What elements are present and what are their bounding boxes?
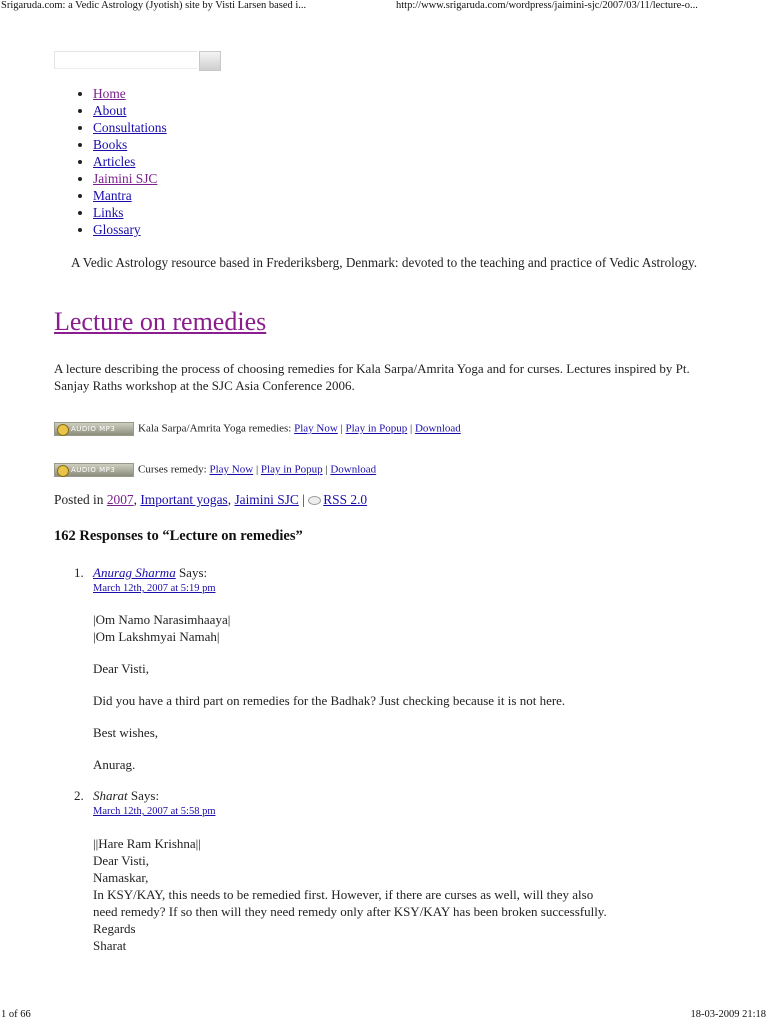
comment-line: Sharat (93, 938, 127, 953)
page-title-header: Srigaruda.com: a Vedic Astrology (Jyotish) site by Visti Larsen based i... (1, 0, 307, 11)
audio-label: Curses remedy: (138, 463, 207, 476)
nav-link-mantra[interactable]: Mantra (93, 188, 132, 203)
rss-link[interactable]: RSS 2.0 (323, 492, 368, 507)
nav-item-jaimini-sjc (93, 170, 167, 187)
comment-line: Regards (93, 921, 136, 936)
category-link-2007[interactable]: 2007 (106, 492, 134, 507)
says-label: Says: (178, 565, 208, 580)
play-now-link[interactable]: Play Now (294, 422, 338, 435)
category-link-jaimini-sjc[interactable]: Jaimini SJC (234, 492, 299, 507)
posted-in-label: Posted in (54, 492, 104, 507)
comment-line: |Om Lakshmyai Namah| (93, 629, 220, 644)
post-description: A lecture describing the process of choosing remedies for Kala Sarpa/Amrita Yoga and for curses. Lectures inspired by Pt. Sanjay Raths workshop at the SJC Asia Conference 2006. (54, 361, 690, 393)
nav-link-links[interactable]: Links (93, 205, 124, 220)
nav-link-books[interactable]: Books (93, 137, 128, 152)
download-link[interactable]: Download (414, 422, 461, 435)
nav-item-articles (93, 153, 167, 170)
search-input[interactable] (54, 51, 197, 69)
site-tagline: A Vedic Astrology resource based in Frederiksberg, Denmark: devoted to the teaching and practice of Vedic Astrology. (70, 255, 698, 270)
comment-line: In KSY/KAY, this needs to be remedied first. However, if there are curses as well, will they also (93, 887, 594, 902)
audio-label: Kala Sarpa/Amrita Yoga remedies: (138, 422, 292, 435)
nav-link-about[interactable]: About (93, 103, 127, 118)
comment-author (93, 565, 207, 581)
audio-player-curses: AUDIO MP3 Curses remedy: Play Now | Play in Popup | Download (54, 463, 376, 477)
nav-item-glossary (93, 221, 167, 238)
audio-mp3-badge: AUDIO MP3 (54, 422, 134, 436)
search-form (54, 51, 221, 71)
comment-author (93, 788, 159, 804)
print-header (0, 0, 768, 14)
nav-link-jaimini-sjc[interactable]: Jaimini SJC (93, 171, 158, 186)
nav-link-consultations[interactable]: Consultations (93, 120, 167, 135)
responses-heading: 162 Responses to “Lecture on remedies” (54, 528, 303, 544)
comment-line: Dear Visti, (93, 853, 150, 868)
comment-line: Dear Visti, (93, 661, 150, 676)
nav-link-articles[interactable]: Articles (93, 154, 136, 169)
main-nav (54, 85, 167, 238)
nav-link-home[interactable]: Home (93, 86, 126, 101)
nav-item-books (93, 136, 167, 153)
comment-line: Best wishes, (93, 725, 158, 740)
play-popup-link[interactable]: Play in Popup (345, 422, 408, 435)
print-footer (0, 1009, 768, 1023)
comment-line: Did you have a third part on remedies for the Badhak? Just checking because it is not here. (93, 693, 566, 708)
print-datetime: 18-03-2009 21:18 (690, 1009, 766, 1020)
page-url-header: http://www.srigaruda.com/wordpress/jaimini-sjc/2007/03/11/lecture-o... (396, 0, 698, 11)
category-link-important-yogas[interactable]: Important yogas (140, 492, 228, 507)
audio-player-ksy: AUDIO MP3 Kala Sarpa/Amrita Yoga remedies: Play Now | Play in Popup | Download (54, 422, 461, 436)
audio-mp3-badge: AUDIO MP3 (54, 463, 134, 477)
search-button[interactable] (199, 51, 221, 71)
says-label: Says: (130, 788, 160, 803)
comment-date (93, 806, 215, 817)
comment-date-link[interactable]: March 12th, 2007 at 5:58 pm (93, 806, 216, 817)
mp3-disc-icon (57, 424, 69, 436)
nav-item-links (93, 204, 167, 221)
page-count: 1 of 66 (1, 1009, 31, 1020)
comment-line: ||Hare Ram Krishna|| (93, 836, 201, 851)
nav-item-home (93, 85, 167, 102)
comment-number: 1. (74, 565, 84, 580)
comment-line: Namaskar, (93, 870, 149, 885)
nav-link-glossary[interactable]: Glossary (93, 222, 141, 237)
comment-line: |Om Namo Narasimhaaya| (93, 612, 231, 627)
post-meta: Posted in 2007, Important yogas, Jaimini SJC | RSS 2.0 (54, 492, 368, 507)
comment-line: Anurag. (93, 757, 136, 772)
comment-line: need remedy? If so then will they need remedy only after KSY/KAY has been broken successfully. (93, 904, 607, 919)
comment-author-link[interactable]: Anurag Sharma (93, 565, 176, 580)
nav-item-consultations (93, 119, 167, 136)
comment-date (93, 583, 215, 594)
comment-author-name: Sharat (93, 788, 128, 803)
play-popup-link[interactable]: Play in Popup (260, 463, 323, 476)
nav-item-about (93, 102, 167, 119)
nav-item-mantra (93, 187, 167, 204)
comment-number: 2. (74, 788, 84, 803)
play-now-link[interactable]: Play Now (209, 463, 254, 476)
download-link[interactable]: Download (330, 463, 377, 476)
rss-icon (308, 496, 321, 505)
mp3-disc-icon (57, 465, 69, 477)
post-title (54, 307, 266, 337)
comment-date-link[interactable]: March 12th, 2007 at 5:19 pm (93, 583, 216, 594)
post-title-link[interactable]: Lecture on remedies (54, 307, 267, 336)
